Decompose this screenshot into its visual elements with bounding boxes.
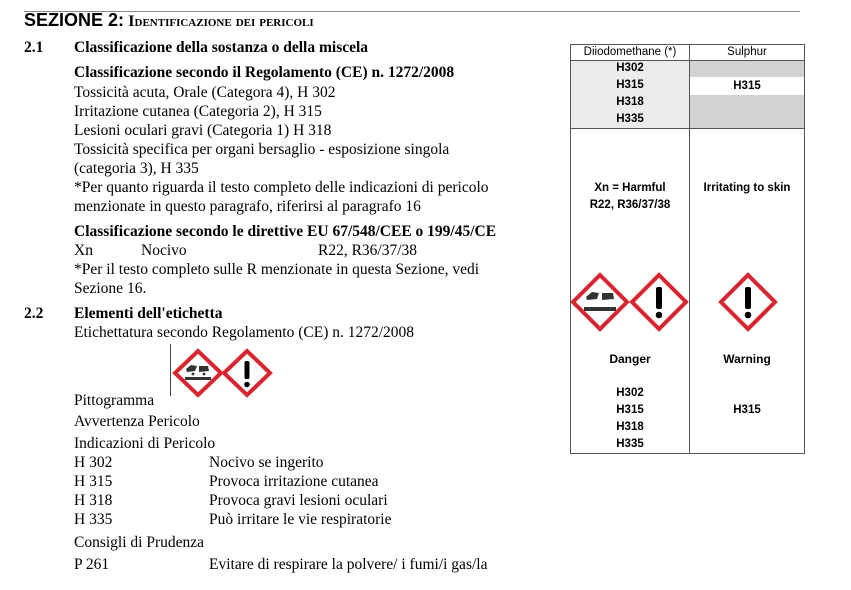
panel-col1-hcode: H335 <box>616 113 644 125</box>
panel-col1-hcode-bottom: H318 <box>616 421 644 433</box>
panel-col2-hcode: H315 <box>690 78 804 95</box>
classification-note: *Per quanto riguarda il testo completo delle indicazioni di pericolo <box>74 179 489 196</box>
panel-col2-signal: Warning <box>723 352 771 366</box>
panel-col1-hcode: H315 <box>616 79 644 91</box>
panel-col1-classification: R22, R36/37/38 <box>589 199 671 211</box>
classification-line: Tossicità acuta, Orale (Categora 4), H 302 <box>74 84 336 101</box>
panel-col2-hcode-bottom: H315 <box>733 404 761 416</box>
panel-col1-header: Diiodomethane (*) <box>583 46 677 58</box>
section-2-2-number: 2.2 <box>24 305 44 322</box>
panel-col1-hcode: H318 <box>616 96 644 108</box>
panel-col1-hcode-bottom: H335 <box>616 438 644 450</box>
hazard-code: H 315 <box>74 473 113 490</box>
panel-col1-signal: Danger <box>609 352 651 366</box>
classification-line: Lesioni oculari gravi (Categoria 1) H 318 <box>74 122 332 139</box>
hazard-statements-heading: Indicazioni di Pericolo <box>74 435 216 452</box>
exclamation-pictogram-icon <box>721 275 775 329</box>
panel-row-rule <box>571 128 804 129</box>
eu-symbol-code: Xn <box>74 242 93 259</box>
panel-col1-hcode-bottom: H302 <box>616 387 644 399</box>
section-2-1-heading: Classificazione della sostanza o della miscela <box>74 39 369 56</box>
labelling-regulation: Etichettatura secondo Regolamento (CE) n. 1272/2008 <box>74 324 415 341</box>
panel-col1-hcode-bottom: H315 <box>616 404 644 416</box>
corrosion-pictogram-icon <box>175 351 221 395</box>
comparison-panel <box>570 44 805 454</box>
r-phrase-note: *Per il testo completo sulle R menzionate in questa Sezione, vedi <box>74 261 480 278</box>
precaution-code: P 261 <box>74 556 110 573</box>
hazard-code: H 302 <box>74 454 113 471</box>
panel-col2-pictogram <box>717 271 779 335</box>
shade-block <box>690 61 804 77</box>
eu-risk-phrases: R22, R36/37/38 <box>318 242 418 259</box>
panel-col1-hcode: H302 <box>616 62 644 74</box>
panel-column-divider <box>689 45 690 453</box>
section-title-text: Identificazione dei pericoli <box>128 13 314 30</box>
hazard-text: Può irritare le vie respiratorie <box>209 511 392 528</box>
section-2-2-heading: Elementi dell'etichetta <box>74 305 223 322</box>
classification-line: Irritazione cutanea (Categoria 2), H 315 <box>74 103 322 120</box>
exclamation-pictogram-icon <box>632 275 686 329</box>
signal-word: Avvertenza Pericolo <box>74 413 200 430</box>
classification-note: menzionate in questo paragrafo, riferirsi al paragrafo 16 <box>74 198 421 215</box>
pictogram-divider <box>170 344 171 396</box>
section-title <box>24 10 314 32</box>
hazard-text: Provoca irritazione cutanea <box>209 473 379 490</box>
panel-col2-classification: Irritating to skin <box>703 182 791 194</box>
panel-col1-classification: Xn = Harmful <box>594 182 666 194</box>
hazard-text: Nocivo se ingerito <box>209 454 324 471</box>
classification-line: Tossicità specifica per organi bersaglio - esposizione singola <box>74 141 450 158</box>
exclamation-pictogram-icon <box>224 351 270 395</box>
precaution-text: Evitare di respirare la polvere/ i fumi/i gas/la <box>209 556 488 573</box>
r-phrase-note: Sezione 16. <box>74 280 147 297</box>
panel-col2-header: Sulphur <box>727 46 767 58</box>
eu-classification-heading: Classificazione secondo le direttive EU 67/548/CEE o 199/45/CE <box>74 223 497 240</box>
pictogram-label: Pittogramma <box>74 392 155 409</box>
corrosion-pictogram-icon <box>573 275 627 329</box>
section-2-1-number: 2.1 <box>24 39 44 56</box>
pictogram-group <box>172 348 276 398</box>
shade-block <box>690 94 804 128</box>
eu-symbol-label: Nocivo <box>141 242 187 259</box>
classification-line: (categoria 3), H 335 <box>74 160 199 177</box>
hazard-text: Provoca gravi lesioni oculari <box>209 492 388 509</box>
panel-col1-pictograms <box>571 271 689 335</box>
section-title-prefix: SEZIONE 2 <box>24 10 119 30</box>
hazard-code: H 318 <box>74 492 113 509</box>
precautionary-heading: Consigli di Prudenza <box>74 534 205 551</box>
section-title-colon: : <box>118 10 125 30</box>
hazard-code: H 335 <box>74 511 113 528</box>
clp-classification-heading: Classificazione secondo il Regolamento (CE) n. 1272/2008 <box>74 64 455 81</box>
